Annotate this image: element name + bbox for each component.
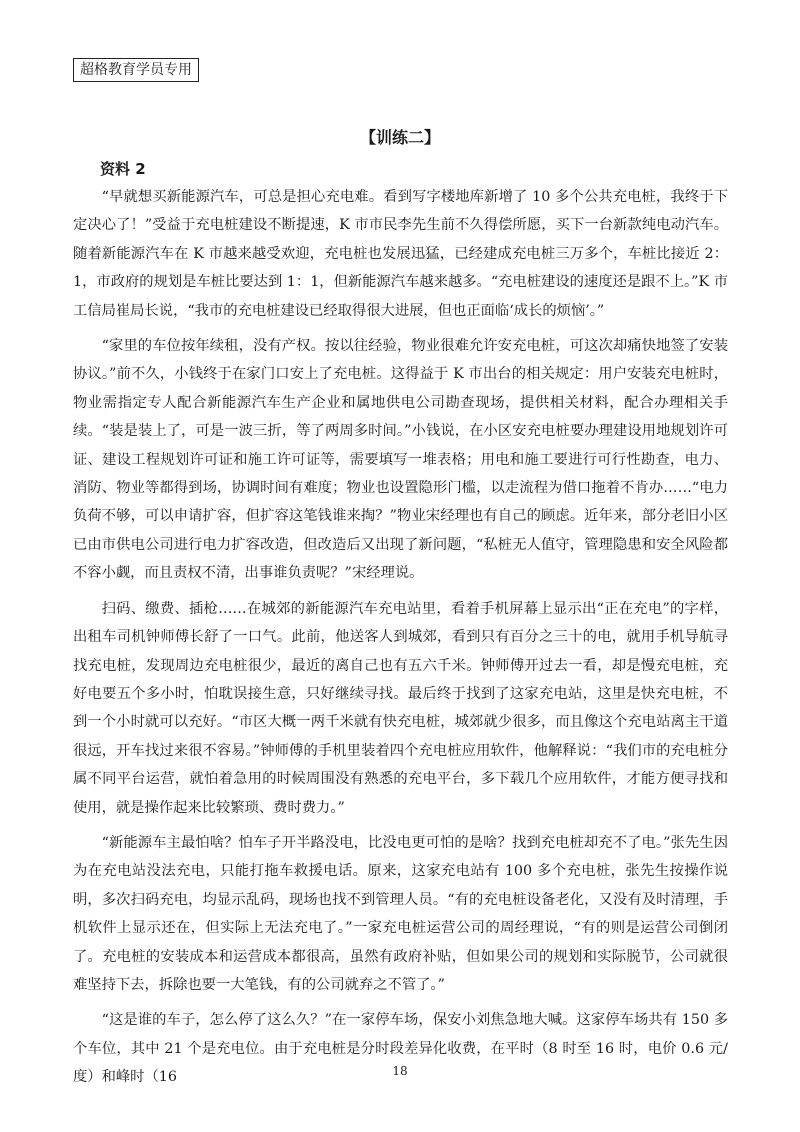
page-number: 18	[392, 1064, 408, 1078]
material-label: 资料 2	[100, 160, 146, 178]
paragraph-4: “新能源车主最怕啥？怕车子开半路没电，比没电更可怕的是啥？找到充电桩却充不了电。”张先生因为在充电站没法充电，只能打拖车救援电话。原来，这家充电站有 100 多个充电桩，张先生按操作说明，多次扫码充电，均显示乱码，现场也找不到管理人员。“有的充电桩设备老化，又没有及时清理，手机软件上显示还在，但实际上无法充电了。”一家充电桩运营公司的周经理说，“有的则是运营公司倒闭了。充电桩的安装成本和运营成本都很高，虽然有政府补贴，但如果公司的规划和实际脱节，公司就很难坚持下去，拆除也要一大笔钱，有的公司就弃之不管了。”	[73, 834, 728, 993]
paragraph-2: “家里的车位按年续租，没有产权。按以往经验，物业很难允许安充电桩，可这次却痛快地签了安装协议。”前不久，小钱终于在家门口安上了充电桩。这得益于 K 市出台的相关规定：用户安装充电桩时，物业需指定专人配合新能源汽车生产企业和属地供电公司勘查现场，提供相关材料，配合办理相关手续。“装是装上了，可是一波三折，等了两周多时间。”小钱说，在小区安充电桩要办理建设用地规划许可证、建设工程规划许可证和施工许可证等，需要填写一堆表格；用电和施工要进行可行性勘查，电力、消防、物业等都得到场，协调时间有难度；物业也设置隐形门槛，以走流程为借口拖着不肯办……“电力负荷不够，可以申请扩容，但扩容这笔钱谁来掏？”物业宋经理也有自己的顾虑。近年来，部分老旧小区已由市供电公司进行电力扩容改造，但改造后又出现了新问题，“私桩无人值守，管理隐患和安全风险都不容小觑，而且责权不清，出事谁负责呢？”宋经理说。	[73, 338, 728, 582]
section-title: 【训练二】	[359, 128, 440, 147]
paragraph-5: “这是谁的车子，怎么停了这么久？”在一家停车场，保安小刘焦急地大喊。这家停车场共有 150 多个车位，其中 21 个是充电位。由于充电桩是分时段差异化收费，在平时（8 时至 16 时，电价 0.6 元/度）和峰时（16	[73, 1012, 728, 1086]
material-body	[73, 183, 728, 1099]
student-use-stamp: 超格教育学员专用	[73, 58, 199, 82]
paragraph-1: “早就想买新能源汽车，可总是担心充电难。看到写字楼地库新增了 10 多个公共充电桩，我终于下定决心了！”受益于充电桩建设不断提速，K 市市民李先生前不久得偿所愿，买下一台新款纯电动汽车。随着新能源汽车在 K 市越来越受欢迎，充电桩也发展迅猛，已经建成充电桩三万多个，车桩比接近 2：1，市政府的规划是车桩比要达到 1：1，但新能源汽车越来越多。“充电桩建设的速度还是跟不上。”K 市工信局崔局长说，“我市的充电桩建设已经取得很大进展，但也正面临‘成长的烦恼’。”	[73, 189, 728, 319]
paragraph-3: 扫码、缴费、插枪……在城郊的新能源汽车充电站里，看着手机屏幕上显示出“正在充电”的字样，出租车司机钟师傅长舒了一口气。此前，他送客人到城郊，看到只有百分之三十的电，就用手机导航寻找充电桩，发现周边充电桩很少，最近的离自己也有五六千米。钟师傅开过去一看，却是慢充电桩，充好电要五个多小时，怕耽误接生意，只好继续寻找。最后终于找到了这家充电站，这里是快充电桩，不到一个小时就可以充好。“市区大概一两千米就有快充电桩，城郊就少很多，而且像这个充电站离主干道很远，开车找过来很不容易。”钟师傅的手机里装着四个充电桩应用软件，他解释说：“我们市的充电桩分属不同平台运营，就怕着急用的时候周围没有熟悉的充电平台，多下载几个应用软件，才能方便寻找和使用，就是操作起来比较繁琐、费时费力。”	[73, 600, 728, 816]
